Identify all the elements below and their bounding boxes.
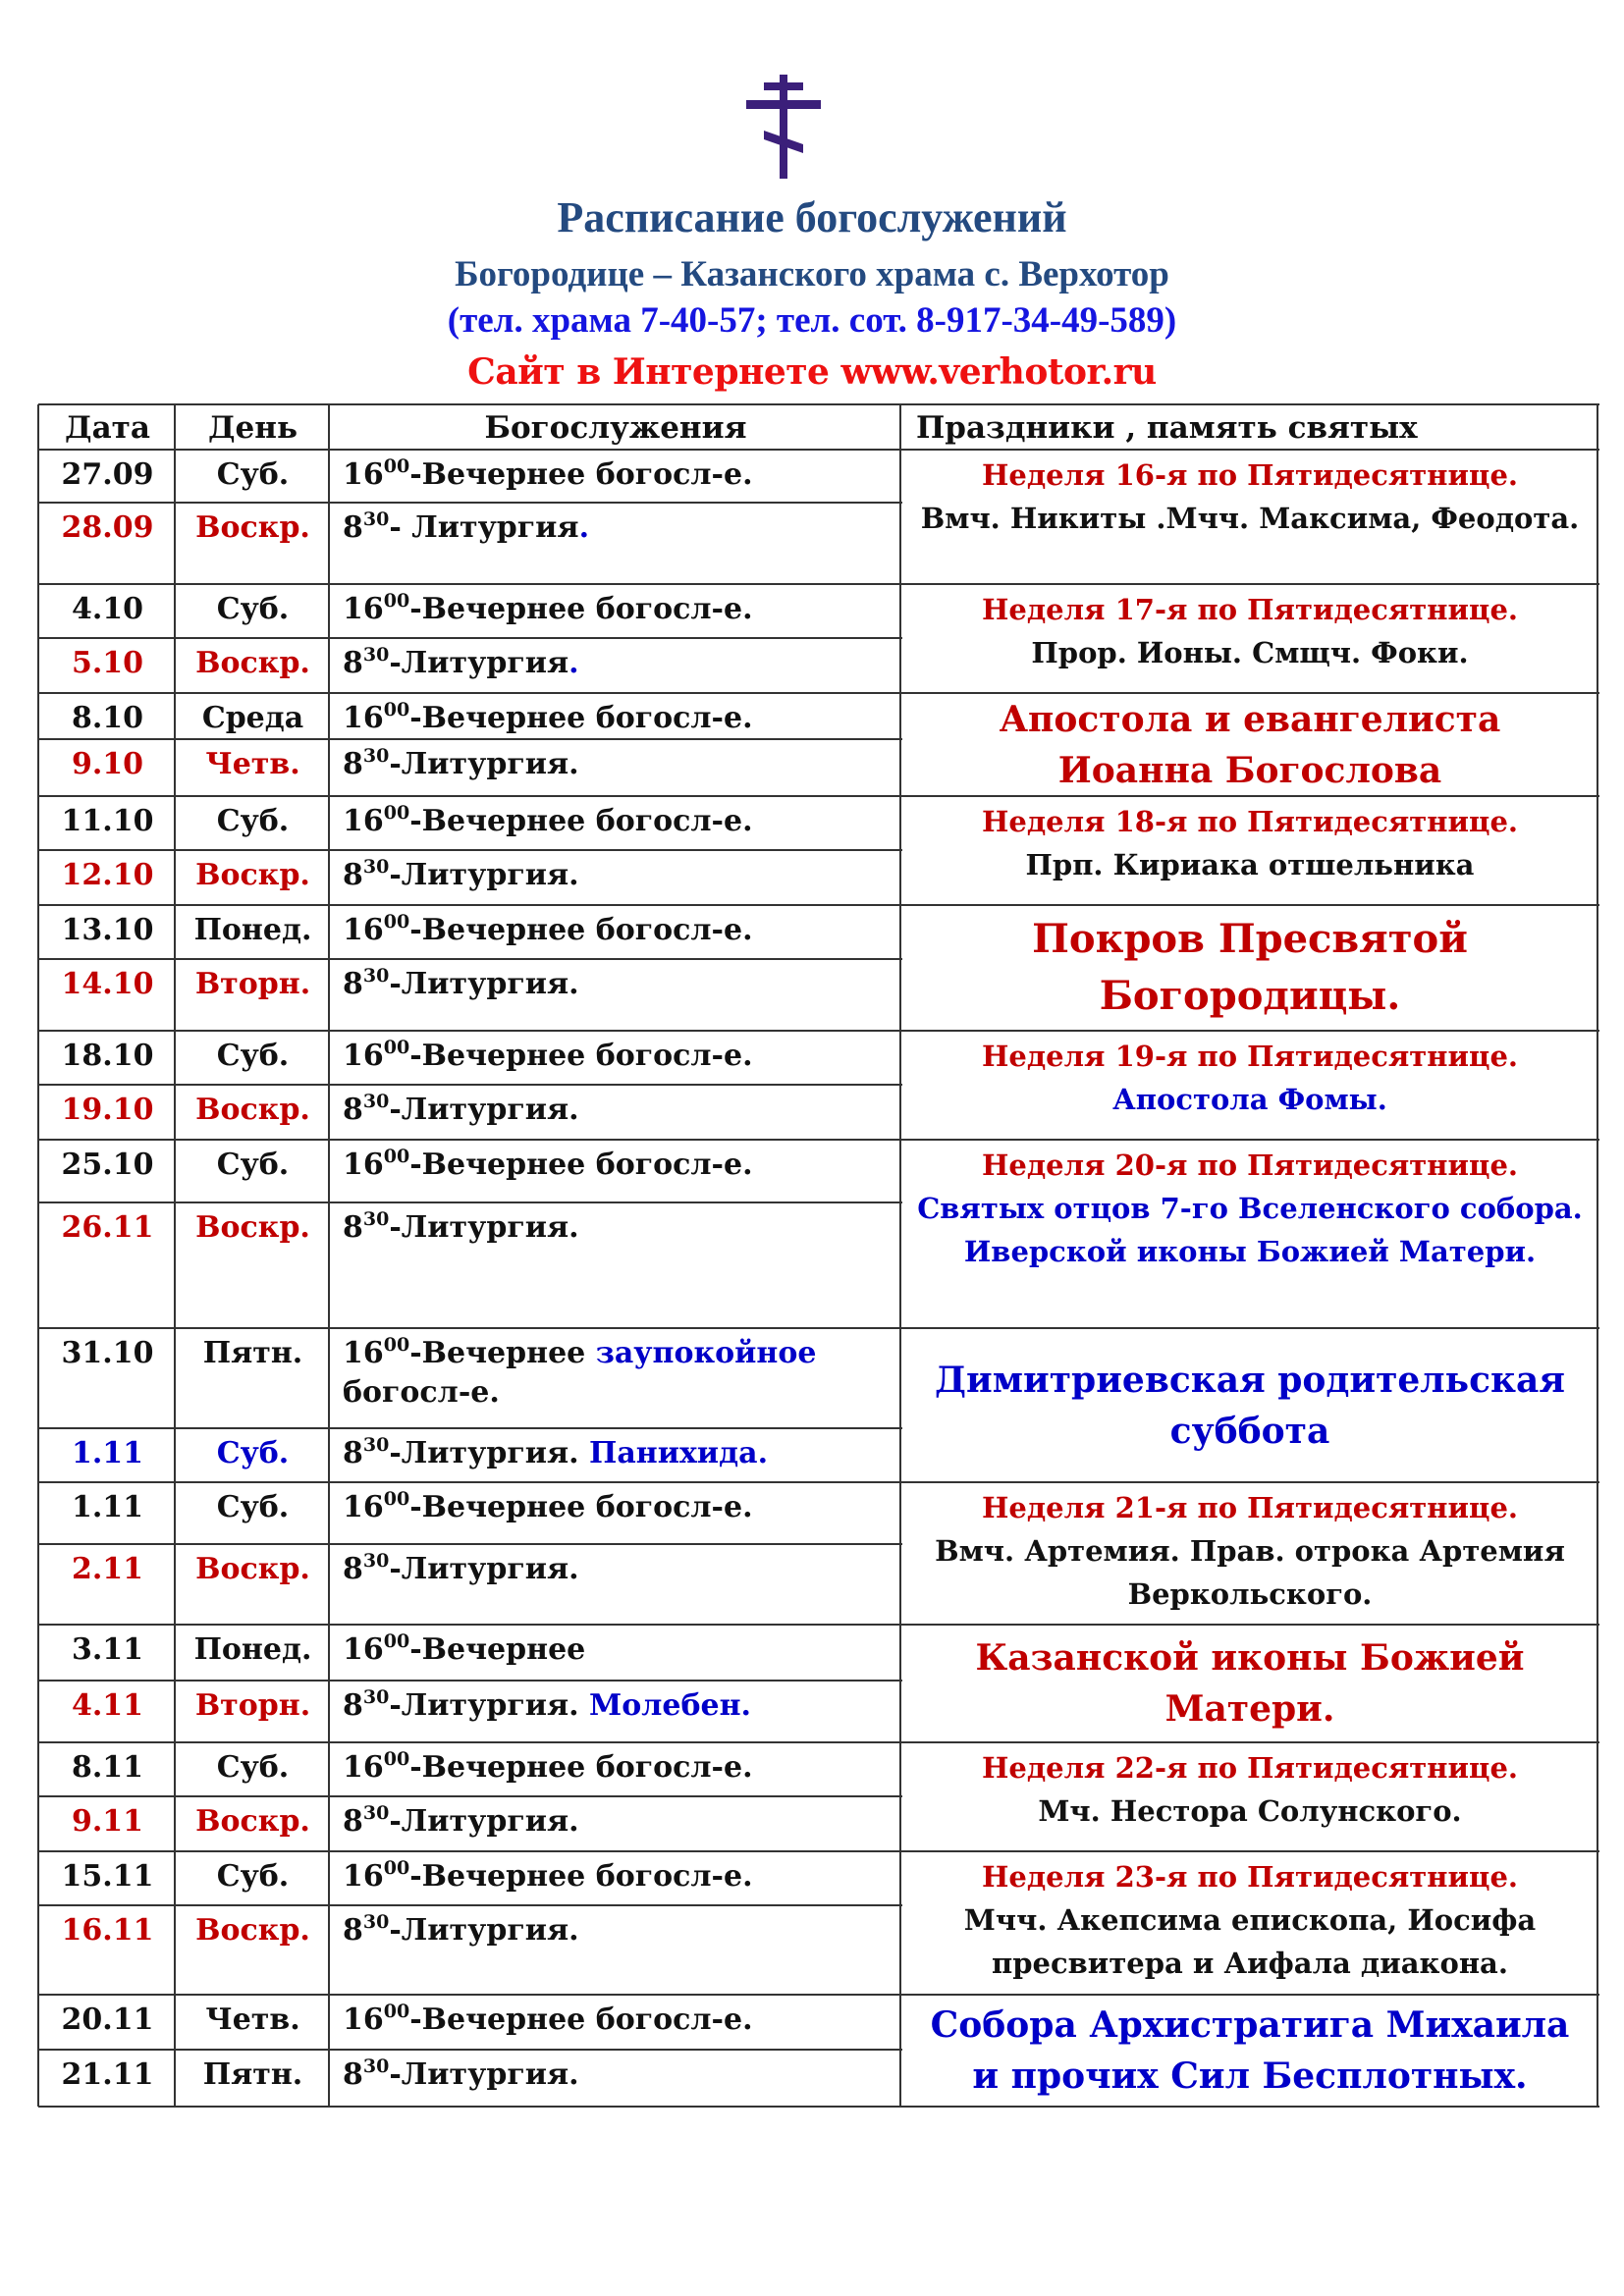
service-note: .: [568, 646, 579, 680]
service-cell: [331, 1630, 900, 1670]
row-divider: [900, 583, 1599, 585]
service-cell: [331, 508, 900, 548]
service-time: 8: [343, 1688, 363, 1723]
date-cell: 14.10: [61, 967, 154, 1001]
feast-title: Неделя 22-я по Пятидесятнице.: [981, 1751, 1518, 1785]
feast-saints: Мч. Нестора Солунского.: [1038, 1794, 1462, 1828]
feast-title: Неделя 20-я по Пятидесятнице.: [981, 1148, 1518, 1182]
service-name: -Вечернее богосл-е.: [409, 592, 753, 626]
day-cell: Четв.: [205, 2002, 300, 2037]
service-name: -Литургия.: [389, 967, 579, 1001]
service-time-minutes: 00: [383, 1037, 410, 1058]
service-time: 8: [343, 1210, 363, 1245]
feast-saints: Апостола Фомы.: [1112, 1083, 1387, 1116]
date-cell: 26.11: [61, 1210, 154, 1245]
service-time-minutes: 00: [383, 911, 410, 933]
day-cell: Воскр.: [195, 858, 310, 892]
header-services: Богослужения: [484, 410, 747, 446]
service-name: -Литургия.: [389, 1913, 579, 1948]
day-cell: Суб.: [216, 592, 290, 626]
service-time: 16: [343, 1490, 384, 1524]
day-cell: Вторн.: [194, 967, 311, 1001]
row-divider: [38, 403, 902, 405]
service-cell: [331, 1434, 900, 1473]
feast-cell: [902, 1744, 1597, 1849]
service-time-minutes: 30: [362, 965, 390, 987]
service-time: 16: [343, 1859, 384, 1894]
date-cell: 9.10: [71, 747, 144, 781]
service-name: -Вечернее богосл-е.: [409, 1859, 753, 1894]
row-divider: [900, 904, 1599, 906]
day-cell: Суб.: [216, 1148, 290, 1182]
service-time: 8: [343, 510, 363, 545]
service-time-minutes: 00: [383, 1334, 410, 1356]
service-name: -Вечернее богосл-е.: [409, 804, 753, 838]
row-divider: [900, 1030, 1599, 1032]
feast-title: Димитриевская родительская суббота: [935, 1359, 1565, 1452]
service-time: 8: [343, 2057, 363, 2092]
day-cell: Четв.: [205, 747, 300, 781]
service-name: -Вечернее богосл-е.: [409, 701, 753, 735]
feast-cell: [902, 798, 1597, 903]
date-cell: 13.10: [61, 913, 154, 947]
day-cell: Суб.: [216, 804, 290, 838]
feast-title: Неделя 16-я по Пятидесятнице.: [981, 458, 1518, 492]
row-divider: [38, 795, 902, 797]
row-divider: [38, 1543, 902, 1545]
row-divider: [38, 2049, 902, 2051]
service-time-minutes: 30: [362, 1434, 390, 1456]
service-time: 8: [343, 646, 363, 680]
date-cell: 1.11: [71, 1436, 144, 1470]
service-time-minutes: 00: [383, 590, 410, 612]
day-cell: Воскр.: [195, 1552, 310, 1586]
service-time: 8: [343, 858, 363, 892]
service-name: -Литургия.: [389, 747, 579, 781]
service-name: -Литургия.: [389, 1436, 590, 1470]
service-cell: [331, 745, 900, 784]
service-time: 16: [343, 2002, 384, 2037]
service-cell: [331, 1857, 900, 1896]
row-divider: [38, 904, 902, 906]
feast-title: Апостола и евангелиста Иоанна Богослова: [999, 698, 1501, 791]
service-cell: [331, 2001, 900, 2040]
service-name: -Литургия.: [389, 2057, 579, 2092]
website-link[interactable]: Сайт в Интернете www.verhotor.ru: [467, 351, 1157, 393]
service-time-minutes: 00: [383, 1857, 410, 1879]
service-time-minutes: 30: [362, 1550, 390, 1572]
date-cell: 4.10: [71, 592, 144, 626]
date-cell: 31.10: [61, 1336, 154, 1370]
feast-title: Неделя 17-я по Пятидесятнице.: [981, 593, 1518, 626]
service-name: -Вечернее богосл-е.: [409, 913, 753, 947]
feast-title: Покров Пресвятой Богородицы.: [1032, 916, 1468, 1019]
service-cell: [331, 1091, 900, 1130]
feast-cell: [902, 1853, 1597, 1993]
service-cell: [331, 1802, 900, 1842]
service-time: 16: [343, 913, 384, 947]
service-time-minutes: 00: [383, 455, 410, 477]
day-cell: Воскр.: [195, 1804, 310, 1839]
date-cell: 21.11: [61, 2057, 154, 2092]
service-time-minutes: 00: [383, 1488, 410, 1510]
date-cell: 8.11: [71, 1750, 144, 1785]
service-time: 16: [343, 1039, 384, 1073]
header-date: Дата: [65, 410, 150, 446]
service-cell: [331, 1334, 900, 1413]
service-name: -Литургия.: [389, 1688, 590, 1723]
day-cell: Воскр.: [195, 646, 310, 680]
day-cell: Суб.: [216, 1436, 290, 1470]
date-cell: 18.10: [61, 1039, 154, 1073]
day-cell: Воскр.: [195, 1913, 310, 1948]
feast-saints: Вмч. Артемия. Прав. отрока Артемия Веркольского.: [935, 1534, 1565, 1611]
service-name: -Вечернее богосл-е.: [409, 1750, 753, 1785]
service-name: -Вечернее: [409, 1336, 596, 1370]
page-title: Расписание богослужений: [557, 193, 1067, 241]
service-note: Панихида.: [589, 1436, 769, 1470]
feast-title: Казанской иконы Божией Матери.: [975, 1637, 1525, 1730]
service-name: -Вечернее богосл-е.: [409, 1148, 753, 1182]
date-cell: 9.11: [71, 1804, 144, 1839]
service-time: 16: [343, 592, 384, 626]
feast-title: Неделя 18-я по Пятидесятнице.: [981, 805, 1518, 838]
service-cell: [331, 1911, 900, 1950]
service-time-minutes: 30: [362, 1686, 390, 1708]
service-name: -Литургия.: [389, 1093, 579, 1127]
row-divider: [38, 692, 902, 694]
date-cell: 2.11: [71, 1552, 144, 1586]
row-divider: [38, 637, 902, 639]
feast-title: Неделя 19-я по Пятидесятнице.: [981, 1040, 1518, 1073]
row-divider: [38, 1680, 902, 1682]
header-feasts: Праздники , память святых: [916, 410, 1418, 446]
service-name: -Вечернее богосл-е.: [409, 457, 753, 492]
service-time-minutes: 00: [383, 1748, 410, 1770]
service-time: 16: [343, 804, 384, 838]
service-cell: [331, 1146, 900, 1185]
row-divider: [900, 1741, 1599, 1743]
service-cell: [331, 1748, 900, 1788]
row-divider: [38, 2106, 902, 2108]
row-divider: [38, 1904, 902, 1906]
row-divider: [38, 1481, 902, 1483]
service-name: -Литургия.: [389, 1210, 579, 1245]
service-time-minutes: 00: [383, 1630, 410, 1652]
service-name: -Литургия.: [389, 858, 579, 892]
service-time: 8: [343, 1436, 363, 1470]
feast-saints: Святых отцов 7-го Вселенского собора. Иверской иконы Божией Матери.: [917, 1192, 1583, 1268]
service-time: 16: [343, 457, 384, 492]
row-divider: [900, 2106, 1599, 2108]
date-cell: 5.10: [71, 646, 144, 680]
row-divider: [38, 738, 902, 740]
service-time-minutes: 30: [362, 856, 390, 878]
service-cell: [331, 802, 900, 841]
row-divider: [38, 849, 902, 851]
row-divider: [38, 1427, 902, 1429]
day-cell: Суб.: [216, 1859, 290, 1894]
service-time: 16: [343, 1336, 384, 1370]
date-cell: 27.09: [61, 457, 154, 492]
service-name: -Литургия: [389, 646, 569, 680]
row-divider: [38, 1030, 902, 1032]
service-name: -Вечернее богосл-е.: [409, 1490, 753, 1524]
day-cell: Суб.: [216, 457, 290, 492]
service-name: -Вечернее богосл-е.: [409, 2002, 753, 2037]
feast-cell: [902, 586, 1597, 691]
service-name-continued: богосл-е.: [343, 1375, 500, 1410]
service-time-minutes: 30: [362, 508, 390, 530]
day-cell: Понед.: [193, 1632, 312, 1667]
row-divider: [38, 1327, 902, 1329]
row-divider: [38, 958, 902, 960]
church-name: Богородице – Казанского храма с. Верхотор: [455, 254, 1169, 294]
service-cell: [331, 699, 900, 738]
row-divider: [38, 1795, 902, 1797]
day-cell: Суб.: [216, 1490, 290, 1524]
day-cell: Суб.: [216, 1750, 290, 1785]
service-name: -Вечернее: [409, 1632, 586, 1667]
service-time: 8: [343, 1804, 363, 1839]
service-cell: [331, 1488, 900, 1527]
service-cell: [331, 1208, 900, 1248]
row-divider: [38, 583, 902, 585]
service-time: 16: [343, 1632, 384, 1667]
row-divider: [38, 1084, 902, 1086]
service-time-minutes: 00: [383, 699, 410, 721]
feast-cell: [902, 1033, 1597, 1138]
service-time: 16: [343, 1148, 384, 1182]
row-divider: [900, 403, 1599, 405]
row-divider: [38, 1624, 902, 1626]
date-cell: 16.11: [61, 1913, 154, 1948]
service-cell: [331, 911, 900, 950]
service-time-minutes: 00: [383, 802, 410, 824]
date-cell: 3.11: [71, 1632, 144, 1667]
feast-cell: [902, 695, 1597, 794]
row-divider: [38, 502, 902, 504]
service-time-minutes: 30: [362, 1802, 390, 1824]
header-day: День: [207, 410, 298, 446]
service-note: Молебен.: [589, 1688, 751, 1723]
date-cell: 25.10: [61, 1148, 154, 1182]
phone-numbers: (тел. храма 7-40-57; тел. сот. 8-917-34-49-589): [447, 300, 1177, 341]
date-cell: 15.11: [61, 1859, 154, 1894]
date-cell: 20.11: [61, 2002, 154, 2037]
row-divider: [38, 1139, 902, 1141]
service-note: .: [578, 510, 590, 545]
service-cell: [331, 1037, 900, 1076]
service-cell: [331, 590, 900, 629]
day-cell: Пятн.: [202, 2057, 303, 2092]
row-divider: [900, 1139, 1599, 1141]
service-time-minutes: 30: [362, 1208, 390, 1230]
date-cell: 28.09: [61, 510, 154, 545]
service-time-minutes: 30: [362, 1091, 390, 1112]
service-cell: [331, 856, 900, 895]
date-cell: 11.10: [61, 804, 154, 838]
day-cell: Воскр.: [195, 1210, 310, 1245]
service-time: 8: [343, 1913, 363, 1948]
service-time-minutes: 30: [362, 2056, 390, 2077]
date-cell: 12.10: [61, 858, 154, 892]
day-cell: Воскр.: [195, 510, 310, 545]
service-time: 8: [343, 967, 363, 1001]
service-time: 16: [343, 701, 384, 735]
service-time-minutes: 30: [362, 1911, 390, 1933]
service-cell: [331, 455, 900, 495]
feast-saints: Мчч. Акепсима епископа, Иосифа пресвитера и Аифала диакона.: [963, 1903, 1537, 1980]
service-name: -Литургия.: [389, 1804, 579, 1839]
feast-title: Неделя 23-я по Пятидесятнице.: [981, 1860, 1518, 1894]
day-cell: Среда: [201, 701, 304, 735]
feast-cell: [902, 1484, 1597, 1623]
service-name: - Литургия: [389, 510, 579, 545]
day-cell: Воскр.: [195, 1093, 310, 1127]
service-name: -Вечернее богосл-е.: [409, 1039, 753, 1073]
row-divider: [900, 1850, 1599, 1852]
day-cell: Понед.: [193, 913, 312, 947]
service-time-minutes: 30: [362, 745, 390, 767]
service-name: -Литургия.: [389, 1552, 579, 1586]
date-cell: 8.10: [71, 701, 144, 735]
feast-cell: [902, 452, 1597, 582]
row-divider: [900, 1481, 1599, 1483]
date-cell: 1.11: [71, 1490, 144, 1524]
feast-cell: [902, 1997, 1597, 2105]
service-cell: [331, 965, 900, 1004]
service-time: 16: [343, 1750, 384, 1785]
day-cell: Суб.: [216, 1039, 290, 1073]
feast-saints: Прор. Ионы. Смщч. Фоки.: [1031, 636, 1469, 669]
service-cell: [331, 1686, 900, 1726]
service-cell: [331, 2056, 900, 2095]
feast-cell: [902, 1142, 1597, 1326]
feast-cell: [902, 1330, 1597, 1480]
feast-cell: [902, 1627, 1597, 1740]
row-divider: [900, 1327, 1599, 1329]
service-cell: [331, 1550, 900, 1589]
feast-saints: Вмч. Никиты .Мчч. Максима, Феодота.: [920, 502, 1580, 535]
feast-saints: Прп. Кириака отшельника: [1025, 848, 1475, 881]
date-cell: 4.11: [71, 1688, 144, 1723]
service-time-minutes: 30: [362, 644, 390, 666]
day-cell: Вторн.: [194, 1688, 311, 1723]
service-time: 8: [343, 747, 363, 781]
feast-title: Неделя 21-я по Пятидесятнице.: [981, 1491, 1518, 1524]
service-cell: [331, 644, 900, 683]
feast-title: Собора Архистратига Михаила и прочих Сил Бесплотных.: [930, 2004, 1570, 2097]
date-cell: 19.10: [61, 1093, 154, 1127]
service-note: заупокойное: [595, 1336, 817, 1370]
feast-cell: [902, 907, 1597, 1029]
service-time-minutes: 00: [383, 2001, 410, 2022]
service-time: 8: [343, 1552, 363, 1586]
row-divider: [38, 1201, 902, 1203]
day-cell: Пятн.: [202, 1336, 303, 1370]
row-divider: [900, 1994, 1599, 1996]
row-divider: [38, 1741, 902, 1743]
row-divider: [900, 1624, 1599, 1626]
service-time: 8: [343, 1093, 363, 1127]
service-time-minutes: 00: [383, 1146, 410, 1167]
row-divider: [38, 1994, 902, 1996]
row-divider: [38, 1850, 902, 1852]
